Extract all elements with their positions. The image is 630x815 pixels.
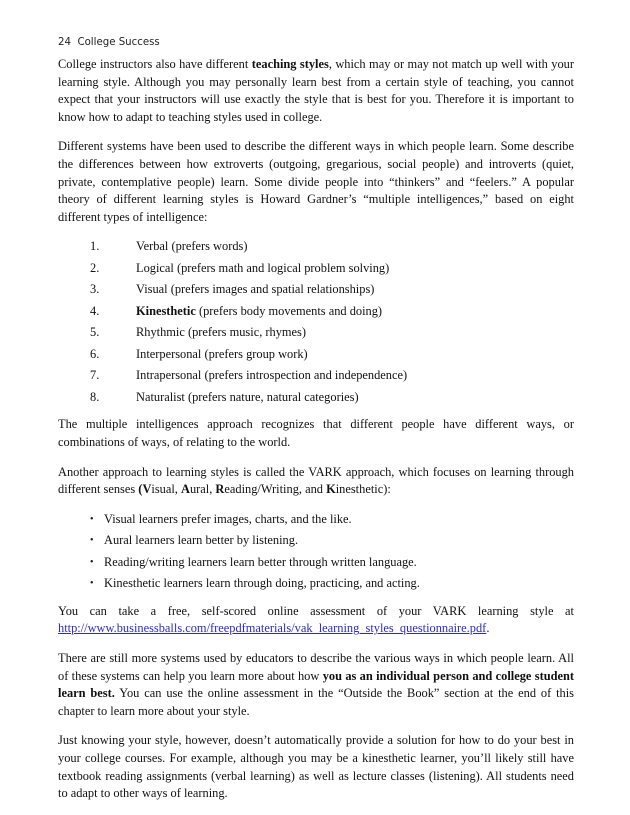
bold-letter: V — [142, 482, 152, 497]
bullet-text: Kinesthetic learners learn through doing, practicing, and acting. — [104, 576, 420, 591]
text: , which may or may not match up well with your learning style. Although you may personally learn best from a certain style of teaching, you cannot expect that your instructors will use exactly the style that is best for you. Therefore it is important to know how to adapt to teaching styles used in college. — [58, 57, 574, 124]
bold-letter: K — [326, 482, 336, 497]
list-item — [58, 303, 574, 321]
intelligence-desc: (prefers images and spatial relationships) — [167, 282, 375, 297]
list-item — [58, 532, 574, 550]
list-number: 7. — [90, 368, 100, 383]
list-item — [58, 554, 574, 572]
bullet-text: Aural learners learn better by listening. — [104, 533, 299, 548]
intelligence-desc: (prefers music, rhymes) — [184, 325, 306, 340]
list-number: 5. — [90, 325, 100, 340]
intelligence-name: Interpersonal — [136, 346, 202, 361]
bullet-icon: • — [90, 513, 94, 525]
vark-questionnaire-link[interactable] — [58, 621, 486, 635]
bold-letter: A — [181, 482, 190, 497]
list-item — [58, 389, 574, 407]
list-item — [58, 367, 574, 385]
paragraph-learning-systems: Different systems have been used to describe the different ways in which people learn. Some describe the differences between how extroverts (outgoing, gregarious, social people) and introverts (quiet, private, contemplative people) learn. Some divide people into “thinkers” and “feelers.” A popular theory of different learning styles is Howard Gardner’s “multiple intelligences,” based on eight different types of intelligence: — [58, 139, 574, 224]
list-item — [58, 324, 574, 342]
intelligence-desc: (prefers introspection and independence) — [201, 368, 408, 383]
intelligence-desc: (prefers body movements and doing) — [195, 303, 383, 318]
list-item — [58, 346, 574, 364]
bold-term-teaching-styles: teaching styles — [251, 57, 329, 71]
bold-emphasis: you as an individual person and college student learn best. — [58, 668, 575, 701]
list-number: 4. — [90, 303, 100, 318]
intelligence-name-bold: Kinesthetic — [136, 303, 196, 318]
intelligence-name: Visual — [136, 282, 168, 297]
intelligence-desc: (prefers words) — [168, 239, 248, 254]
paragraph-vark-assessment — [58, 603, 574, 638]
list-number: 8. — [90, 389, 100, 404]
bold-letter: R — [215, 482, 225, 497]
paragraph-multiple-intelligences: The multiple intelligences approach recognizes that different people have different ways, or combinations of ways, of relating to the world. — [58, 417, 574, 449]
intelligence-name: Intrapersonal — [136, 368, 202, 383]
bullet-text: Reading/writing learners learn better through written language. — [104, 554, 417, 569]
text: You can use the online assessment in the “Outside the Book” section at the end of this chapter to learn more about your style. — [58, 686, 575, 718]
paragraph-teaching-styles — [58, 56, 574, 126]
link-text[interactable]: freepdfmaterials/vak_learning_styles_questionnaire.pdf — [210, 621, 487, 636]
bullet-icon: • — [90, 556, 94, 568]
list-item — [58, 575, 574, 593]
paragraph-more-systems — [58, 650, 574, 720]
text: ( — [138, 482, 143, 497]
bullet-icon: • — [90, 578, 94, 590]
text: There are still more systems used by educators to describe the various ways in which people learn. All of these systems can help you learn more about how — [58, 650, 574, 683]
intelligence-name: Rhythmic — [136, 325, 185, 340]
running-header — [58, 36, 574, 50]
page-number: 24 — [58, 37, 71, 48]
intelligence-desc: (prefers nature, natural categories) — [184, 389, 359, 404]
list-number: 2. — [90, 260, 100, 275]
list-item — [58, 260, 574, 278]
list-number: 1. — [90, 239, 100, 254]
text: isual, — [151, 482, 181, 497]
paragraph-vark-intro — [58, 464, 574, 499]
link-text[interactable]: http://www.businessballs.com/ — [58, 621, 211, 636]
list-number: 3. — [90, 282, 100, 297]
paragraph-adapt: Just knowing your style, however, doesn’t automatically provide a solution for how to do your best in your college courses. For example, although you may be a kinesthetic learner, you’ll likely still have textbook reading assignments (verbal learning) as well as lecture classes (listening). All students need to adapt to other ways of learning. — [58, 733, 574, 801]
document-page — [58, 36, 574, 815]
text: ural, — [189, 482, 216, 497]
intelligence-name: Verbal — [136, 239, 169, 254]
vark-list — [58, 511, 574, 593]
intelligence-name: Logical — [136, 260, 174, 275]
list-item — [58, 511, 574, 529]
list-number: 6. — [90, 346, 100, 361]
text: College instructors also have different — [58, 57, 252, 71]
bullet-icon: • — [90, 535, 94, 547]
intelligence-name: Naturalist — [136, 389, 185, 404]
list-item — [58, 238, 574, 256]
intelligence-desc: (prefers group work) — [201, 346, 308, 361]
intelligence-desc: (prefers math and logical problem solving) — [173, 260, 390, 275]
bullet-text: Visual learners prefer images, charts, and the like. — [104, 511, 352, 526]
intelligences-list — [58, 238, 574, 406]
text: inesthetic): — [335, 482, 391, 497]
text: . — [486, 621, 490, 636]
text: eading/Writing, and — [224, 482, 327, 497]
list-item — [58, 281, 574, 299]
text: You can take a free, self-scored online assessment of your VARK learning style at — [58, 603, 574, 618]
text: Another approach to learning styles is called the VARK approach, which focuses on learning through different senses — [58, 464, 574, 497]
book-title: College Success — [77, 37, 160, 48]
